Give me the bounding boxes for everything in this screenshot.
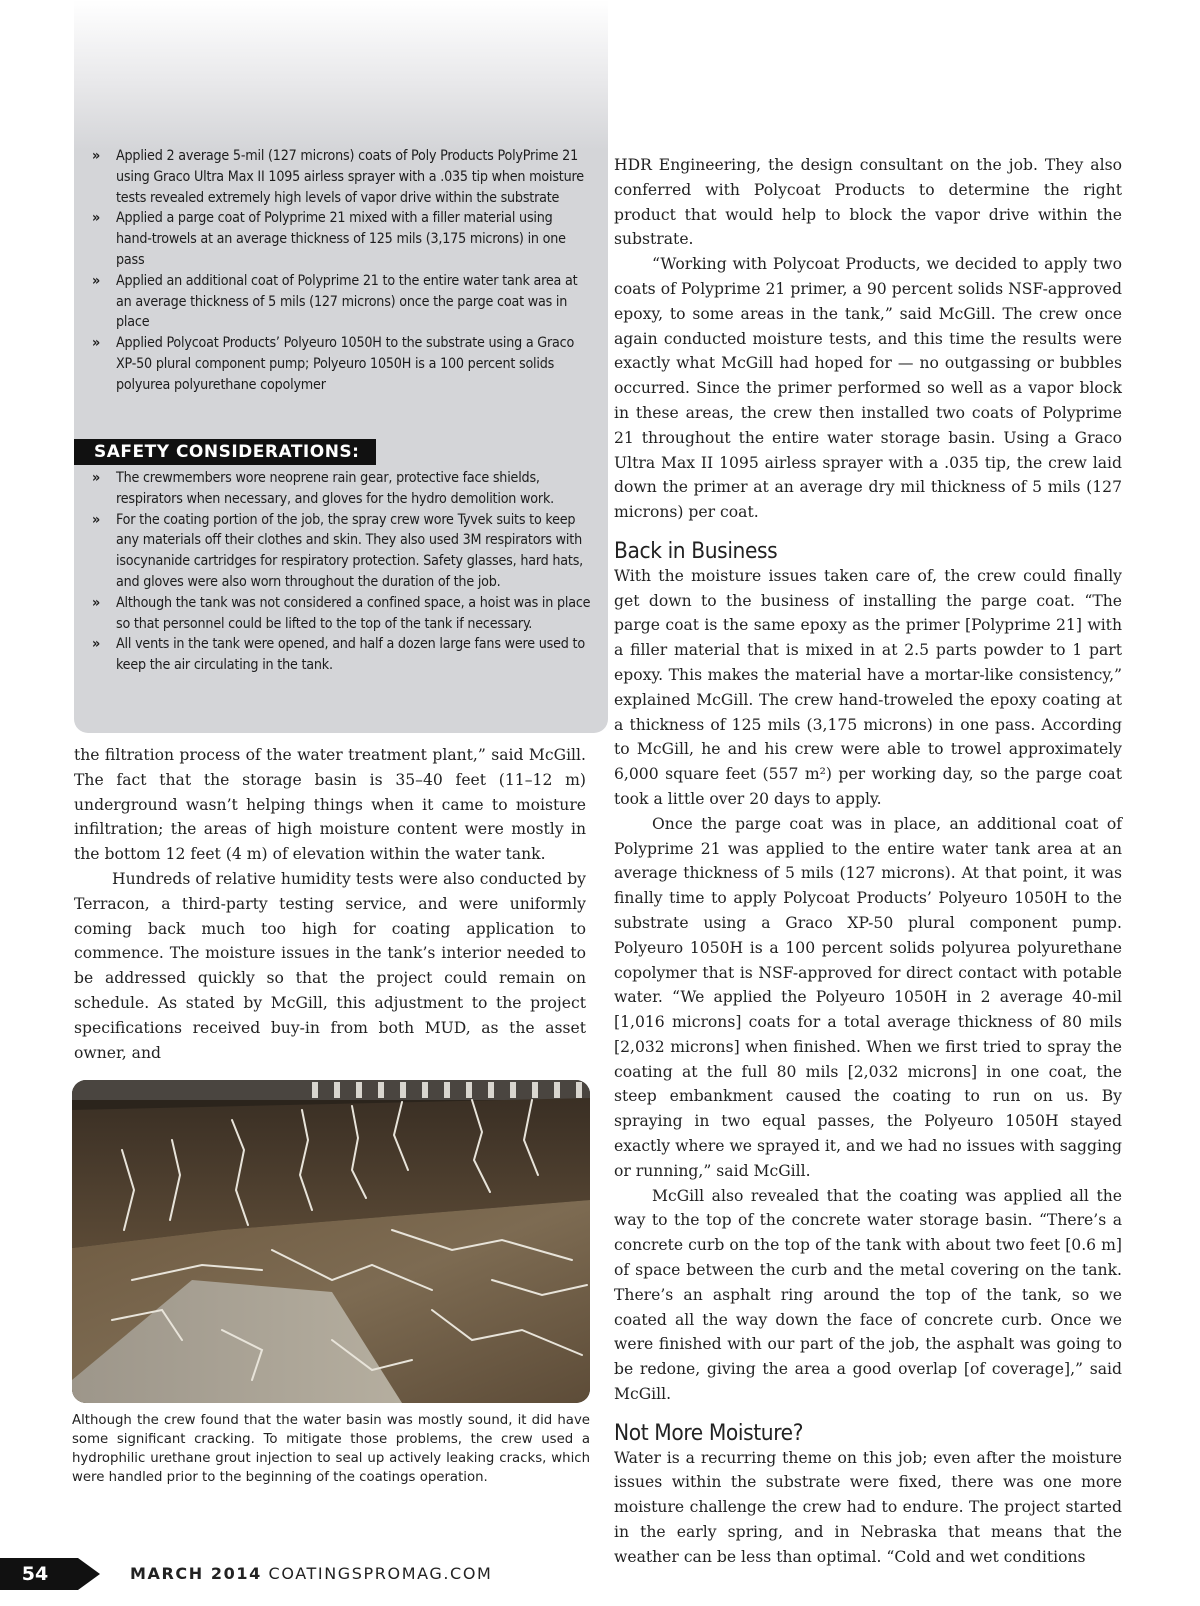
section-heading: Not More Moisture? (614, 1419, 804, 1446)
page-number: 54 (0, 1558, 78, 1590)
bullet-mark: » (92, 470, 101, 486)
body-paragraph: With the moisture issues taken care of, the crew could finally get down to the business of installing the parge coat. “The parge coat is the same epoxy as the primer [Polyprime 21] with a filler material that is mixed in at 2.5 parts powder to 1 part epoxy. This makes the material have a mortar-like consistency,” explained McGill. The crew hand-troweled the epoxy coating at a thickness of 125 mils (3,175 microns) in one pass. According to McGill, he and his crew were able to trowel approximately 6,000 square feet (557 m²) per working day, so the parge coat took a little over 20 days to apply. (614, 566, 1122, 808)
bullet-mark: » (92, 272, 101, 289)
body-paragraph: McGill also revealed that the coating was applied all the way to the top of the concrete water storage basin. “There’s a concrete curb on the top of the tank with about two feet [0.6 m] of space between the curb and the metal covering on the tank. There’s an asphalt ring around the top of the tank, so we coated all the way down the face of concrete curb. Once we were finished with our part of the job, the asphalt was going to be redone, giving the area a good overlap [of coverage],” said McGill. (614, 1186, 1122, 1404)
safety-heading: SAFETY CONSIDERATIONS: (74, 439, 376, 465)
list-item: » The crewmembers wore neoprene rain gear, protective face shields, respirators when necessary, and gloves for the hydro demolition work. (92, 470, 554, 507)
bullet-mark: » (92, 335, 101, 352)
section-heading: Back in Business (614, 537, 778, 564)
list-item: » Although the tank was not considered a confined space, a hoist was in place so that personnel could be lifted to the top of the tank if necessary. (92, 594, 591, 632)
page-number-arrow (78, 1558, 100, 1590)
right-article-column (614, 153, 1122, 1570)
list-item: » For the coating portion of the job, the spray crew wore Tyvek suits to keep any materials off their clothes and skin. They also used 3M respirators with isocynanide cartridges for respiratory protection. Safety glasses, hard hats, and gloves were also worn throughout the duration of the job. (92, 511, 584, 590)
body-paragraph: “Working with Polycoat Products, we decided to apply two coats of Polyprime 21 primer, a 90 percent solids NSF-approved epoxy, to some areas in the tank,” said McGill. The crew once again conducted moisture tests, and this time the results were exactly what McGill had hoped for — no outgassing or bubbles occurred. Since the primer performed so well as a vapor block in these areas, the crew then installed two coats of Polyprime 21 throughout the entire water storage basin. Using a Graco Ultra Max II 1095 airless sprayer with a .035 tip, the crew laid down the primer at an average dry mil thickness of 5 mils (127 microns) per coat. (614, 255, 1122, 522)
process-steps-list (92, 146, 592, 396)
list-item: » Applied an additional coat of Polyprime 21 to the entire water tank area at an average thickness of 5 mils (127 microns) once the parge coat was in place (92, 272, 578, 331)
body-paragraph: the filtration process of the water treatment plant,” said McGill. The fact that the storage basin is 35–40 feet (11–12 m) underground wasn’t helping things when it came to moisture infiltration; the areas of high moisture content were mostly in the bottom 12 feet (4 m) of elevation within the water tank. (74, 746, 586, 864)
safety-list (92, 468, 592, 676)
list-item: » Applied 2 average 5-mil (127 microns) coats of Poly Products PolyPrime 21 using Graco Ultra Max II 1095 airless sprayer with a .035 tip when moisture tests revealed extremely high levels of vapor drive within the substrate (92, 148, 584, 206)
site-url: COATINGSPROMAG.COM (268, 1564, 493, 1583)
water-basin-photo (72, 1080, 590, 1403)
list-item: » Applied a parge coat of Polyprime 21 mixed with a filler material using hand-trowels at an average thickness of 125 mils (3,175 microns) in one pass (92, 210, 566, 268)
bullet-mark: » (92, 210, 101, 227)
body-paragraph: Once the parge coat was in place, an additional coat of Polyprime 21 was applied to the entire water tank area at an average thickness of 5 mils (127 microns). At that point, it was finally time to apply Polycoat Products’ Polyeuro 1050H to the substrate using a Graco XP-50 plural component pump. Polyeuro 1050H is a 100 percent solids polyurea polyurethane copolymer that is NSF-approved for direct contact with potable water. “We applied the Polyeuro 1050H in 2 average 40-mil [1,016 microns] coats for a total average thickness of 80 mils [2,032 microns] when finished. When we first tried to spray the coating at the full 80 mils [2,032 microns] in one coat, the steep embankment caused the coating to run on us. By spraying in two equal passes, the Polyeuro 1050H stayed exactly where we sprayed it, and we had no issues with sagging or running,” said McGill. (614, 814, 1122, 1180)
photo-caption: Although the crew found that the water basin was mostly sound, it did have some significant cracking. To mitigate those problems, the crew used a hydrophilic urethane grout injection to seal up actively leaking cracks, which were handled prior to the beginning of the coatings operation. (72, 1413, 590, 1485)
bullet-mark: » (92, 636, 101, 653)
footer-issue-line (130, 1563, 492, 1585)
body-paragraph: Hundreds of relative humidity tests were also conducted by Terracon, a third-party testing service, and were uniformly coming back much too high for coating application to commence. The moisture issues in the tank’s interior needed to be addressed quickly so that the project could remain on schedule. As stated by McGill, this adjustment to the project specifications received buy-in from both MUD, as the asset owner, and (74, 869, 586, 1062)
issue-date: MARCH 2014 (130, 1564, 262, 1583)
bullet-mark: » (92, 148, 101, 164)
body-paragraph: HDR Engineering, the design consultant on the job. They also conferred with Polycoat Products to determine the right product that would help to block the vapor drive within the substrate. (614, 156, 1122, 249)
body-paragraph: Water is a recurring theme on this job; even after the moisture issues within the substrate were fixed, there was one more moisture challenge the crew had to endure. The project started in the early spring, and in Nebraska that means that the weather can be less than optimal. “Cold and wet conditions (614, 1448, 1122, 1566)
left-article-column (74, 743, 586, 1065)
bullet-mark: » (92, 511, 101, 528)
list-item: » Applied Polycoat Products’ Polyeuro 1050H to the substrate using a Graco XP-50 plural component pump; Polyeuro 1050H is a 100 percent solids polyurea polyurethane copolymer (92, 335, 575, 393)
list-item: » All vents in the tank were opened, and half a dozen large fans were used to keep the air circulating in the tank. (92, 636, 585, 674)
bullet-mark: » (92, 594, 101, 611)
